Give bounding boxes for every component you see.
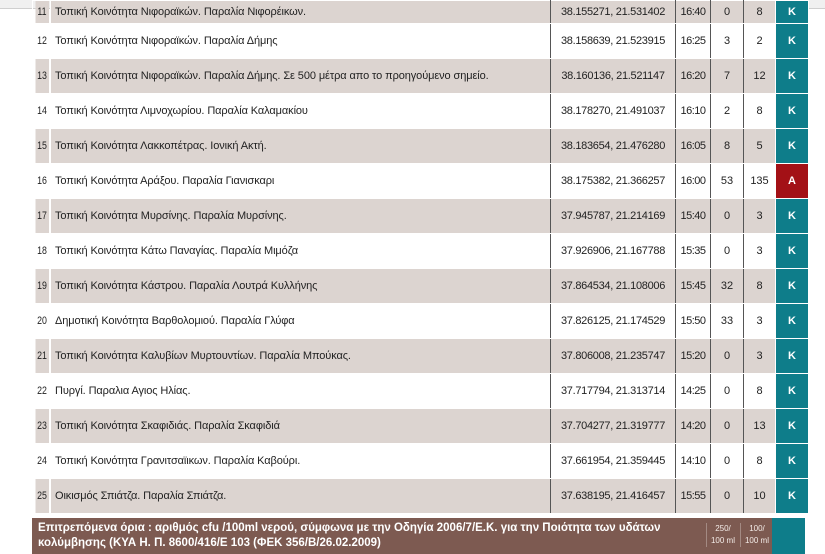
- time-cell: 15:20: [676, 339, 711, 374]
- time-cell: 16:25: [676, 24, 711, 59]
- table-body: [33, 1, 809, 514]
- value-2-cell: 8: [744, 94, 776, 129]
- coordinates-cell: 37.661954, 21.359445: [551, 444, 676, 479]
- location-cell: Τοπική Κοινότητα Λακκοπέτρας. Ιονική Ακτή.: [51, 129, 551, 164]
- row-number: 21: [34, 339, 48, 374]
- row-number: 17: [34, 199, 48, 234]
- value-2-cell: 8: [744, 374, 776, 409]
- table-row: [33, 304, 809, 339]
- value-1-cell: 8: [711, 129, 744, 164]
- table-row: [33, 374, 809, 409]
- coordinates-cell: 38.155271, 21.531402: [551, 1, 676, 24]
- limit-2-unit: 100 ml: [744, 536, 769, 545]
- coordinates-cell: 37.864534, 21.108006: [551, 269, 676, 304]
- coordinates-cell: 37.717794, 21.313714: [551, 374, 676, 409]
- row-number: 13: [34, 59, 48, 94]
- time-cell: 15:55: [676, 479, 711, 514]
- value-1-cell: 33: [711, 304, 744, 339]
- time-cell: 15:35: [676, 234, 711, 269]
- table-row: [33, 164, 809, 199]
- value-1-cell: 7: [711, 59, 744, 94]
- coordinates-cell: 38.175382, 21.366257: [551, 164, 676, 199]
- coordinates-cell: 37.704277, 21.319777: [551, 409, 676, 444]
- time-cell: 16:20: [676, 59, 711, 94]
- table-row: [33, 1, 809, 24]
- location-cell: Τοπική Κοινότητα Μυρσίνης. Παραλία Μυρσίνης.: [51, 199, 551, 234]
- coordinates-cell: 38.178270, 21.491037: [551, 94, 676, 129]
- time-cell: 16:00: [676, 164, 711, 199]
- location-cell: Τοπική Κοινότητα Κάτω Παναγίας. Παραλία Μιμόζα: [51, 234, 551, 269]
- location-cell: Τοπική Κοινότητα Σκαφιδιάς. Παραλία Σκαφιδιά: [51, 409, 551, 444]
- table-row: [33, 479, 809, 514]
- time-cell: 15:45: [676, 269, 711, 304]
- value-1-cell: 53: [711, 164, 744, 199]
- value-1-cell: 0: [711, 444, 744, 479]
- row-number: 23: [34, 409, 48, 444]
- value-1-cell: 0: [711, 1, 744, 24]
- limit-2: [740, 523, 773, 547]
- time-cell: 16:10: [676, 94, 711, 129]
- location-cell: Δημοτική Κοινότητα Βαρθολομιού. Παραλία Γλύφα: [51, 304, 551, 339]
- status-badge: Κ: [776, 304, 809, 339]
- value-2-cell: 5: [744, 129, 776, 164]
- limit-2-value: 100/: [749, 524, 765, 533]
- row-number: 19: [34, 269, 48, 304]
- location-cell: Οικισμός Σπιάτζα. Παραλία Σπιάτζα.: [51, 479, 551, 514]
- coordinates-cell: 38.183654, 21.476280: [551, 129, 676, 164]
- row-number: 24: [34, 444, 48, 479]
- value-1-cell: 0: [711, 374, 744, 409]
- value-1-cell: 0: [711, 409, 744, 444]
- coordinates-cell: 37.806008, 21.235747: [551, 339, 676, 374]
- location-cell: Τοπική Κοινότητα Λιμνοχωρίου. Παραλία Καλαμακίου: [51, 94, 551, 129]
- location-cell: Τοπική Κοινότητα Καλυβίων Μυρτουντίων. Παραλία Μπούκας.: [51, 339, 551, 374]
- value-1-cell: 0: [711, 339, 744, 374]
- table-row: [33, 59, 809, 94]
- status-badge: Κ: [776, 409, 809, 444]
- status-badge: Κ: [776, 94, 809, 129]
- table-row: [33, 24, 809, 59]
- limits-note: Επιτρεπόμενα όρια : αριθμός cfu /100ml νερού, σύμφωνα με την Οδηγία 2006/7/Ε.Κ. για την Ποιότητα των υδάτων κολύμβησης (ΚΥΑ Η. Π. 8600/416/Ε 103 (ΦΕΚ 356/Β/26.02.2009): [38, 522, 661, 549]
- value-1-cell: 0: [711, 234, 744, 269]
- table-row: [33, 339, 809, 374]
- status-badge: Κ: [776, 444, 809, 479]
- time-cell: 14:25: [676, 374, 711, 409]
- value-2-cell: 8: [744, 269, 776, 304]
- status-badge: Κ: [776, 374, 809, 409]
- value-2-cell: 13: [744, 409, 776, 444]
- time-cell: 16:40: [676, 1, 711, 24]
- status-badge: Κ: [776, 1, 809, 24]
- value-2-cell: 135: [744, 164, 776, 199]
- table-row: [33, 94, 809, 129]
- coordinates-cell: 38.160136, 21.521147: [551, 59, 676, 94]
- time-cell: 14:20: [676, 409, 711, 444]
- location-cell: Τοπική Κοινότητα Κάστρου. Παραλία Λουτρά Κυλλήνης: [51, 269, 551, 304]
- footer-status-cell: [772, 518, 805, 554]
- water-quality-table: [32, 0, 809, 514]
- row-number: 18: [34, 234, 48, 269]
- value-2-cell: 8: [744, 1, 776, 24]
- limit-1-unit: 100 ml: [710, 536, 735, 545]
- table-row: [33, 129, 809, 164]
- value-2-cell: 3: [744, 339, 776, 374]
- location-cell: Τοπική Κοινότητα Αράξου. Παραλία Γιανισκαρι: [51, 164, 551, 199]
- location-cell: Τοπική Κοινότητα Νιφοραϊκών. Παραλία Δήμης. Σε 500 μέτρα απο το προηγούμενο σημείο.: [51, 59, 551, 94]
- limits-footer: [32, 518, 772, 554]
- value-1-cell: 32: [711, 269, 744, 304]
- status-badge: Κ: [776, 234, 809, 269]
- status-badge: Κ: [776, 269, 809, 304]
- value-2-cell: 3: [744, 304, 776, 339]
- value-2-cell: 10: [744, 479, 776, 514]
- coordinates-cell: 37.638195, 21.416457: [551, 479, 676, 514]
- value-2-cell: 8: [744, 444, 776, 479]
- table-row: [33, 409, 809, 444]
- status-badge: Α: [776, 164, 809, 199]
- row-number: 22: [34, 374, 48, 409]
- status-badge: Κ: [776, 479, 809, 514]
- location-cell: Τοπική Κοινότητα Νιφοραϊκών. Παραλία Νιφορέικων.: [51, 1, 551, 24]
- limit-1: [706, 523, 739, 547]
- value-2-cell: 12: [744, 59, 776, 94]
- status-badge: Κ: [776, 199, 809, 234]
- coordinates-cell: 37.945787, 21.214169: [551, 199, 676, 234]
- location-cell: Τοπική Κοινότητα Γρανιτσαϊικων. Παραλία Καβούρι.: [51, 444, 551, 479]
- status-badge: Κ: [776, 59, 809, 94]
- time-cell: 15:40: [676, 199, 711, 234]
- row-number: 14: [34, 94, 48, 129]
- value-1-cell: 3: [711, 24, 744, 59]
- location-cell: Πυργί. Παραλια Αγιος Ηλίας.: [51, 374, 551, 409]
- value-1-cell: 2: [711, 94, 744, 129]
- value-2-cell: 3: [744, 199, 776, 234]
- value-2-cell: 2: [744, 24, 776, 59]
- row-number: 25: [34, 479, 48, 514]
- status-badge: Κ: [776, 24, 809, 59]
- location-cell: Τοπική Κοινότητα Νιφοραϊκών. Παραλία Δήμης: [51, 24, 551, 59]
- time-cell: 14:10: [676, 444, 711, 479]
- table-row: [33, 269, 809, 304]
- coordinates-cell: 37.926906, 21.167788: [551, 234, 676, 269]
- status-badge: Κ: [776, 339, 809, 374]
- row-number: 16: [34, 164, 48, 199]
- table-row: [33, 234, 809, 269]
- value-1-cell: 0: [711, 199, 744, 234]
- table-row: [33, 444, 809, 479]
- row-number: 15: [34, 129, 48, 164]
- limit-1-value: 250/: [715, 524, 731, 533]
- value-2-cell: 3: [744, 234, 776, 269]
- table-row: [33, 199, 809, 234]
- status-badge: Κ: [776, 129, 809, 164]
- row-number: 20: [34, 304, 48, 339]
- time-cell: 16:05: [676, 129, 711, 164]
- coordinates-cell: 37.826125, 21.174529: [551, 304, 676, 339]
- row-number: 11: [34, 1, 48, 24]
- row-number: 12: [34, 24, 48, 59]
- time-cell: 15:50: [676, 304, 711, 339]
- value-1-cell: 0: [711, 479, 744, 514]
- coordinates-cell: 38.158639, 21.523915: [551, 24, 676, 59]
